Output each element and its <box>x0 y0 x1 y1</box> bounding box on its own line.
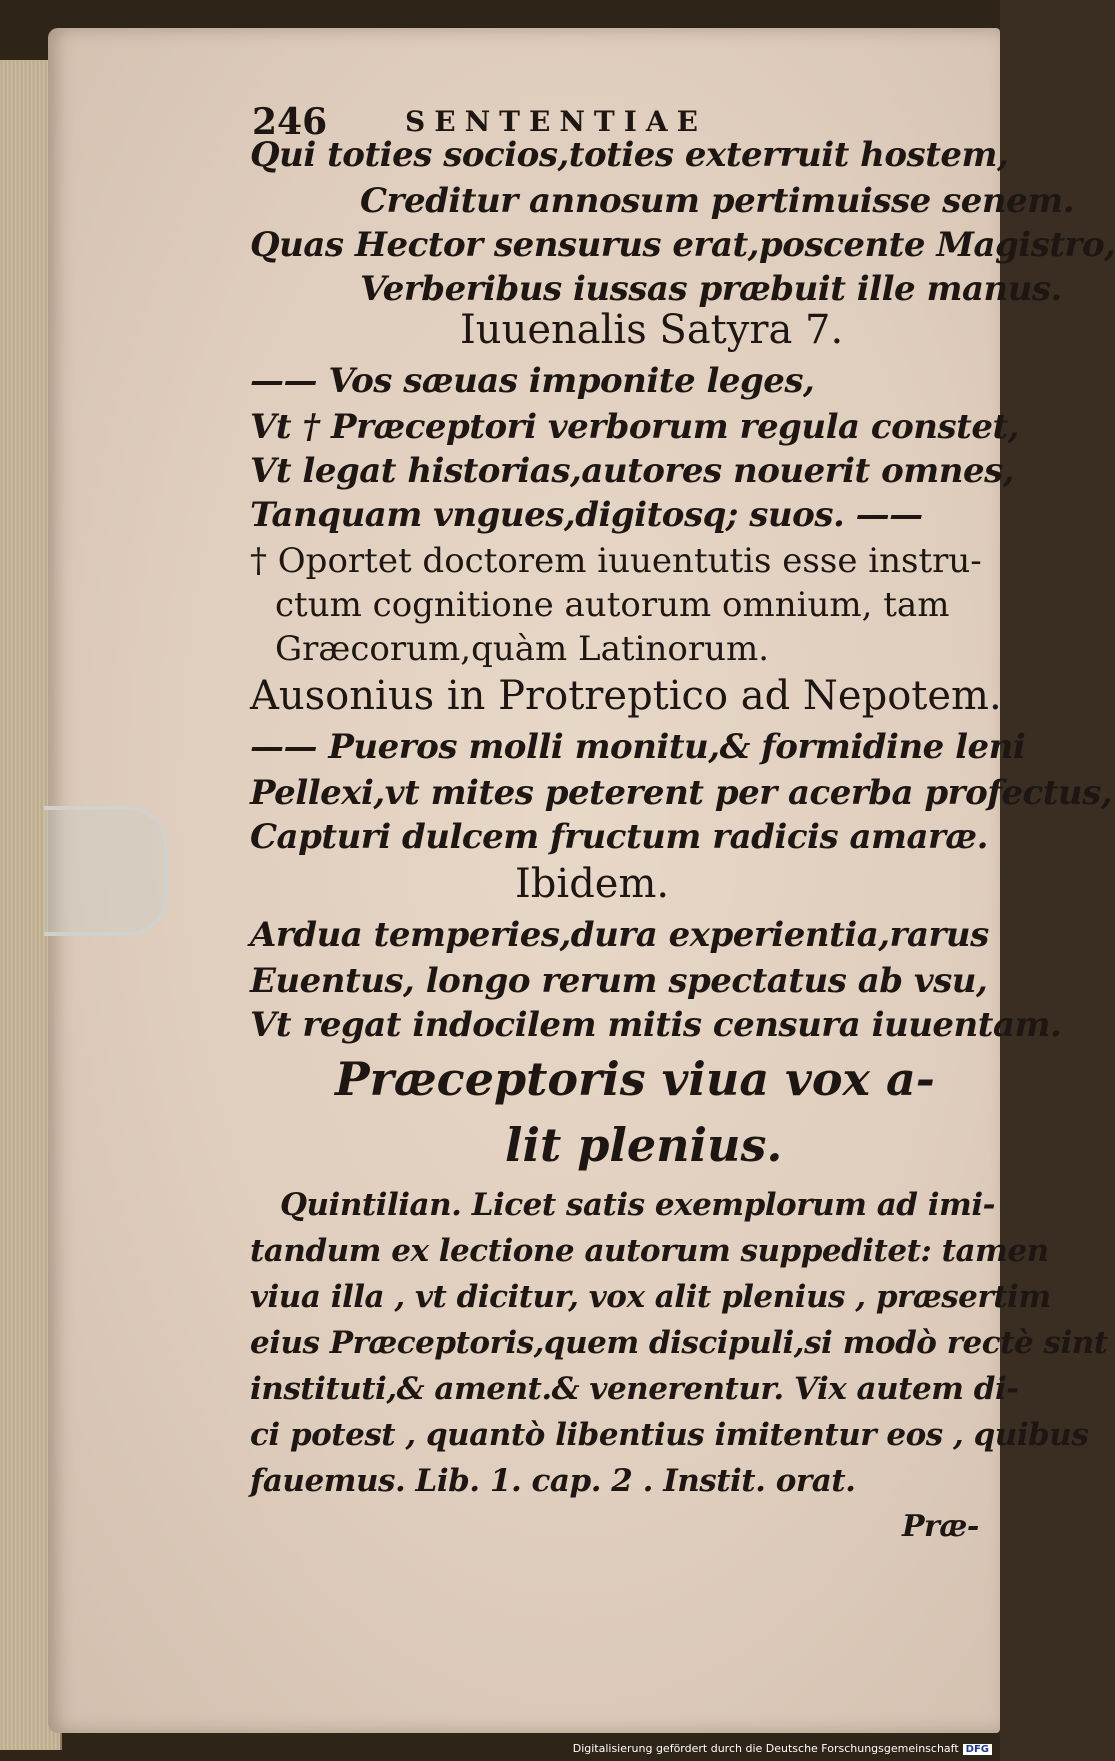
text-line: Vt legat historias,autores nouerit omnes, <box>250 451 1015 491</box>
text-line: Quas Hector sensurus erat,poscente Magistro, <box>250 225 1115 265</box>
text-line: Verberibus iussas præbuit ille manus. <box>360 269 1062 309</box>
text-line: tandum ex lectione autorum suppeditet: tamen <box>250 1233 1049 1269</box>
text-line: Vt regat indocilem mitis censura iuuentam. <box>250 1005 1062 1045</box>
text-line: instituti,& ament.& venerentur. Vix autem di- <box>250 1371 1019 1407</box>
note-line: ctum cognitione autorum omnium, tam <box>275 585 950 625</box>
section-heading: Ausonius in Protreptico ad Nepotem. <box>250 673 1002 719</box>
chapter-heading: lit plenius. <box>505 1118 783 1172</box>
running-head: SENTENTIAE <box>405 105 707 138</box>
chapter-heading: Præceptoris viua vox a- <box>335 1052 935 1106</box>
catchword: Præ- <box>902 1509 979 1544</box>
text-line: Quintilian. Licet satis exemplorum ad imi- <box>280 1187 995 1223</box>
page-number: 246 <box>252 101 328 143</box>
text-line: eius Præceptoris,quem discipuli,si modò rectè sint <box>250 1325 1108 1361</box>
text-line: —— Pueros molli monitu,& formidine leni <box>250 727 1026 767</box>
text-line: Vt † Præceptori verborum regula constet, <box>250 407 1019 447</box>
text-line: viua illa , vt dicitur, vox alit plenius , præsertim <box>250 1279 1051 1315</box>
dfg-logo: DFG <box>963 1744 992 1755</box>
footer-text: Digitalisierung gefördert durch die Deutsche Forschungsgemeinschaft <box>572 1742 959 1755</box>
text-line: Ardua temperies,dura experientia,rarus <box>250 915 989 955</box>
text-line: Euentus, longo rerum spectatus ab vsu, <box>250 961 988 1001</box>
text-line: ci potest , quantò libentius imitentur eos , quibus <box>250 1417 1089 1453</box>
text-line: Pellexi,vt mites peterent per acerba profectus, <box>250 773 1113 813</box>
text-line: —— Vos sæuas imponite leges, <box>250 361 815 401</box>
text-line: Creditur annosum pertimuisse senem. <box>360 181 1075 221</box>
note-line: Græcorum,quàm Latinorum. <box>275 629 770 669</box>
page-clip <box>44 806 168 936</box>
section-heading: Ibidem. <box>515 861 670 907</box>
text-line: Capturi dulcem fructum radicis amaræ. <box>250 817 988 857</box>
digitization-footer <box>573 1742 992 1755</box>
note-line: † Oportet doctorem iuuentutis esse instru- <box>250 541 982 581</box>
text-line: Qui toties socios,toties exterruit hostem, <box>250 135 1009 175</box>
text-line: Tanquam vngues,digitosq; suos. —— <box>250 495 923 535</box>
text-line: fauemus. Lib. 1. cap. 2 . Instit. orat. <box>250 1463 856 1499</box>
section-heading: Iuuenalis Satyra 7. <box>460 307 844 353</box>
